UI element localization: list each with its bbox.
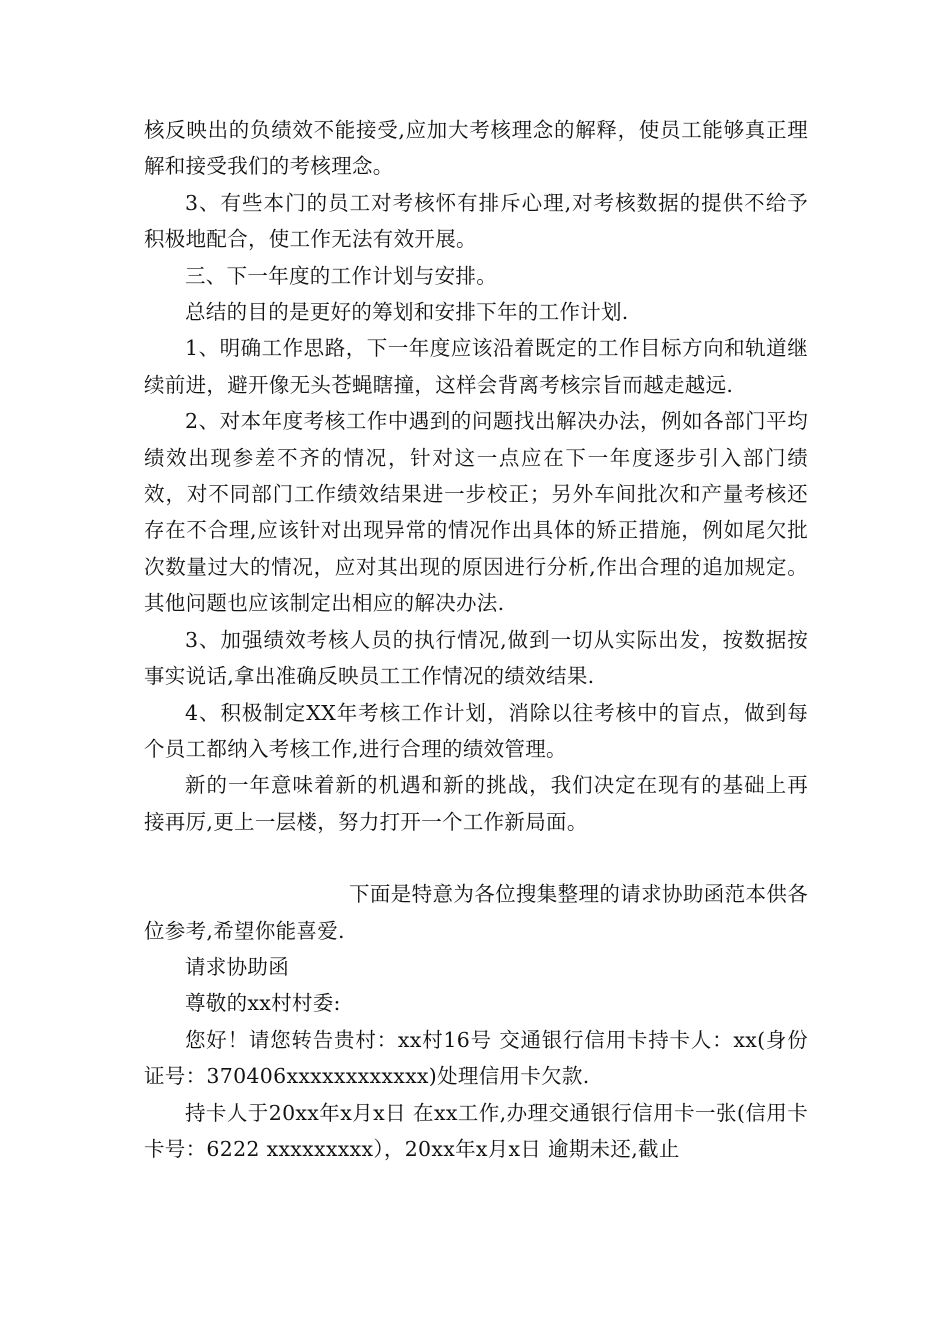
paragraph-item-3-resistance: 3、有些本门的员工对考核怀有排斥心理,对考核数据的提供不给予积极地配合，使工作无法有效开展。 xyxy=(144,190,808,252)
paragraph-item-3-execution: 3、加强绩效考核人员的执行情况,做到一切从实际出发，按数据按事实说话,拿出准确反映员工工作情况的绩效结果. xyxy=(144,627,808,689)
letter-paragraph-details: 持卡人于20xx年x月x日 在xx工作,办理交通银行信用卡一张(信用卡卡号：6222 xxxxxxxxx），20xx年x月x日 逾期未还,截止 xyxy=(144,1100,808,1161)
paragraph-item-4-plan: 4、积极制定XX年考核工作计划，消除以往考核中的盲点，做到每个员工都纳入考核工作,进行合理的绩效管理。 xyxy=(144,700,808,761)
paragraph-appraisal-concept: 核反映出的负绩效不能接受,应加大考核理念的解释，使员工能够真正理解和接受我们的考核理念。 xyxy=(144,118,808,179)
document-body xyxy=(144,112,808,1167)
section-gap xyxy=(144,840,808,876)
paragraph-new-year: 新的一年意味着新的机遇和新的挑战，我们决定在现有的基础上再接再厉,更上一层楼，努力打开一个工作新局面。 xyxy=(144,773,808,834)
paragraph-summary-purpose: 总结的目的是更好的筹划和安排下年的工作计划. xyxy=(185,300,629,325)
letter-title: 请求协助函 xyxy=(185,954,289,979)
paragraph-template-intro: 下面是特意为各位搜集整理的请求协助函范本供各位参考,希望你能喜爱. xyxy=(144,882,808,943)
letter-paragraph-greeting: 您好！请您转告贵村：xx村16号 交通银行信用卡持卡人：xx(身份证号：370406xxxxxxxxxxxx)处理信用卡欠款. xyxy=(144,1027,808,1089)
letter-salutation: 尊敬的xx村村委: xyxy=(185,991,341,1016)
paragraph-item-2-solutions: 2、对本年度考核工作中遇到的问题找出解决办法，例如各部门平均绩效出现参差不齐的情况，针对这一点应在下一年度逐步引入部门绩效，对不同部门工作绩效结果进一步校正；另外车间批次和产量考核还存在不合理,应该针对出现异常的情况作出具体的矫正措施，例如尾欠批次数量过大的情况，应对其出现的原因进行分析,作出合理的追加规定。其他问题也应该制定出相应的解决办法. xyxy=(144,409,808,616)
paragraph-item-1-work-ideas: 1、明确工作思路，下一年度应该沿着既定的工作目标方向和轨道继续前进，避开像无头苍蝇瞎撞，这样会背离考核宗旨而越走越远. xyxy=(144,336,808,397)
section-heading-next-year-plan: 三、下一年度的工作计划与安排。 xyxy=(185,263,497,288)
